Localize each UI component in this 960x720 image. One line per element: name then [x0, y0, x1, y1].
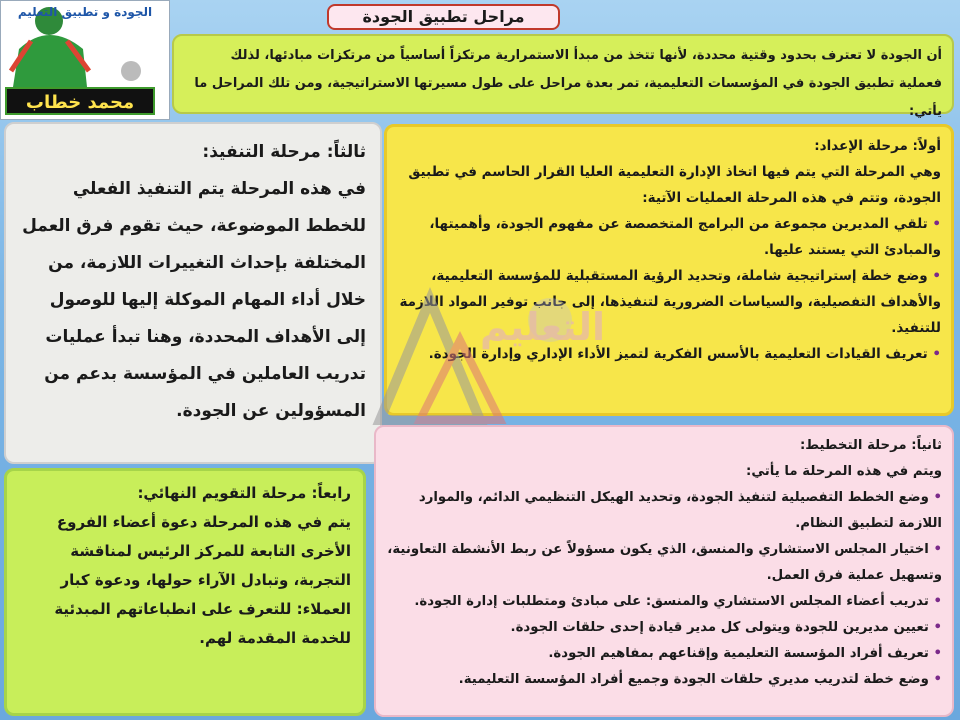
stage-planning-item: • اختيار المجلس الاستشاري والمنسق، الذي يكون مسؤولاً عن ربط الأنشطة التعاونية، وتسهيل عملية فرق العمل.: [386, 537, 942, 589]
stage-planning-box: [374, 425, 954, 717]
stage-planning-item: • وضع خطة لتدريب مديري حلقات الجودة وجميع أفراد المؤسسة التعليمية.: [386, 667, 942, 693]
stage-execution-heading: ثالثاً: مرحلة التنفيذ:: [202, 142, 366, 162]
author-name: محمد خطاب: [5, 87, 155, 115]
stage-execution-box: [4, 122, 382, 464]
stage-evaluation-text: يتم في هذه المرحلة دعوة أعضاء الفروع الأخرى التابعة للمركز الرئيس لمناقشة التجربة، وتبادل الآراء حولها، ودعوة كبار العملاء: للتعرف على انطباعاتهم المبدئية للخدمة المقدمة لهم.: [54, 513, 351, 647]
stage-preparation-box: [384, 124, 954, 416]
stage-preparation-heading: أولاً: مرحلة الإعداد:: [814, 138, 941, 154]
watermark-text: التعليم: [480, 305, 606, 349]
stage-preparation-item: • تعريف القيادات التعليمية بالأسس الفكرية لتميز الأداء الإداري وإدارة الجودة.: [397, 341, 941, 367]
stage-planning-text: ويتم في هذه المرحلة ما يأتي:: [746, 464, 942, 479]
stage-execution-text: في هذه المرحلة يتم التنفيذ الفعلي للخطط الموضوعة، حيث تقوم فرق العمل المختلفة بإحداث التغييرات اللازمة، من خلال أداء المهام الموكلة إليها للوصول إلى الأهداف المحددة، وهنا تبدأ عمليات تدريب العاملين في المؤسسة بدعم من المسؤولين عن الجودة.: [22, 179, 366, 421]
intro-box: [172, 34, 954, 119]
intro-line-2: فعملية تطبيق الجودة في المؤسسات التعليمية، تمر بعدة مراحل على طول مسيرتها الاستراتيجية، ومن تلك المراحل ما يأتي:: [194, 76, 942, 119]
stage-preparation-item: • تلقي المديرين مجموعة من البرامج المتخصصة عن مفهوم الجودة، وأهميتها، والمبادئ التي يستند عليها.: [397, 211, 941, 263]
intro-line-1: أن الجودة لا تعترف بحدود وقتية محددة، لأنها تتخذ من مبدأ الاستمرارية مرتكزاً أساسياً من مرتكزات مبادئها، لذلك: [230, 48, 942, 63]
stage-evaluation-box: [4, 468, 366, 716]
stage-preparation-text: وهي المرحلة التي يتم فيها اتخاذ الإدارة التعليمية العليا القرار الحاسم في تطبيق الجودة، وتتم في هذه المرحلة العمليات الآتية:: [408, 164, 941, 206]
stage-planning-heading: ثانياً: مرحلة التخطيط:: [799, 438, 942, 453]
page-title: مراحل تطبيق الجودة: [327, 4, 560, 30]
logo-title: الجودة و تطبيق التعليم: [17, 5, 153, 19]
stage-planning-item: • تعيين مديرين للجودة ويتولى كل مدير قيادة إحدى حلقات الجودة.: [386, 615, 942, 641]
stage-planning-item: • تدريب أعضاء المجلس الاستشاري والمنسق: على مبادئ ومتطلبات إدارة الجودة.: [386, 589, 942, 615]
stage-preparation-item: • وضع خطة إستراتيجية شاملة، وتحديد الرؤية المستقبلية للمؤسسة التعليمية، والأهداف التفصيلية، والسياسات الضرورية لتنفيذها، إلى جانب توفير المواد اللازمة للتنفيذ.: [397, 263, 941, 341]
stage-planning-item: • وضع الخطط التفصيلية لتنفيذ الجودة، وتحديد الهيكل التنظيمي الدائم، والموارد اللازمة لتطبيق النظام.: [386, 485, 942, 537]
stage-evaluation-heading: رابعاً: مرحلة التقويم النهائي:: [137, 484, 351, 502]
author-logo: [0, 0, 170, 120]
stage-planning-item: • تعريف أفراد المؤسسة التعليمية وإقناعهم بمفاهيم الجودة.: [386, 641, 942, 667]
